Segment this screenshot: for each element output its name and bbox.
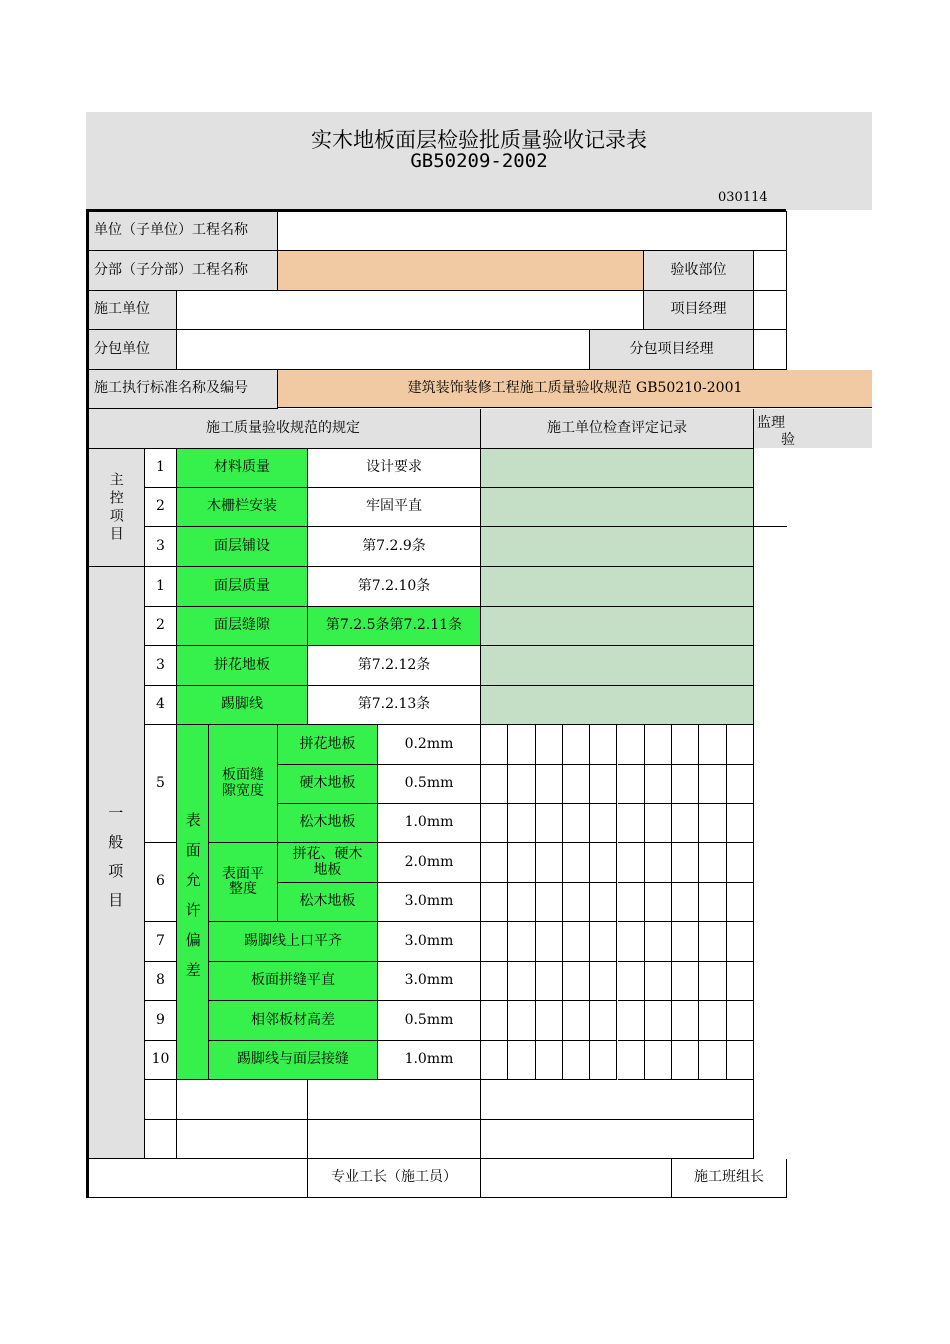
blank-cell[interactable]: [481, 1080, 754, 1120]
measurement-cell[interactable]: [508, 922, 535, 962]
measurement-cell[interactable]: [590, 1001, 617, 1041]
acceptance-part-label: 验收部位: [644, 251, 754, 291]
tolerance-row-name: 踢脚线与面层接缝: [209, 1041, 378, 1080]
subcontract-manager-input[interactable]: [754, 330, 787, 370]
measurement-cell[interactable]: [481, 765, 508, 804]
measurement-cell[interactable]: [563, 804, 590, 843]
measurement-cell[interactable]: [672, 922, 699, 962]
blank-cell[interactable]: [145, 1080, 177, 1120]
general-item-spec: 第7.2.5条第7.2.11条: [308, 607, 481, 646]
measurement-cell[interactable]: [536, 804, 563, 843]
measurement-cell[interactable]: [618, 843, 645, 883]
tolerance-row-value: 3.0mm: [378, 962, 481, 1001]
supervisor-column-header: [754, 409, 872, 448]
measurement-cell[interactable]: [563, 883, 590, 922]
acceptance-part-input[interactable]: [754, 251, 787, 291]
measurement-cell[interactable]: [727, 725, 754, 765]
check-column-header: 施工单位检查评定记录: [481, 409, 754, 449]
measurement-cell[interactable]: [536, 922, 563, 962]
measurement-cell[interactable]: [563, 922, 590, 962]
measurement-cell[interactable]: [672, 725, 699, 765]
general-item-check-record[interactable]: [481, 686, 754, 725]
general-item-no: 6: [145, 843, 177, 922]
measurement-cell[interactable]: [481, 1001, 508, 1041]
measurement-cell[interactable]: [618, 804, 645, 843]
measurement-cell[interactable]: [699, 962, 726, 1001]
measurement-cell[interactable]: [672, 765, 699, 804]
general-item-no: 2: [145, 607, 177, 646]
measurement-cell[interactable]: [508, 1041, 535, 1080]
measurement-cell[interactable]: [645, 922, 672, 962]
general-item-no: 1: [145, 567, 177, 607]
supervisor-header-line1: 监理: [757, 415, 785, 431]
measurement-cell[interactable]: [645, 1041, 672, 1080]
frame-top-border: [86, 209, 786, 212]
measurement-cell[interactable]: [727, 804, 754, 843]
blank-cell[interactable]: [177, 1080, 308, 1120]
main-item-no: 2: [145, 488, 177, 527]
tolerance-row-name: 板面拼缝平直: [209, 962, 378, 1001]
general-item-check-record[interactable]: [481, 567, 754, 607]
measurement-cell[interactable]: [508, 883, 535, 922]
measurement-cell[interactable]: [645, 804, 672, 843]
measurement-cell[interactable]: [590, 843, 617, 883]
main-item-spec: 设计要求: [308, 449, 481, 488]
exec-standard-label: 施工执行标准名称及编号: [86, 370, 278, 409]
foreman-label: 专业工长（施工员）: [308, 1159, 481, 1198]
measurement-cell[interactable]: [590, 765, 617, 804]
measurement-cell[interactable]: [699, 725, 726, 765]
tolerance-row-name: 硬木地板: [278, 765, 378, 804]
measurement-cell[interactable]: [645, 843, 672, 883]
measurement-cell[interactable]: [590, 962, 617, 1001]
measurement-cell[interactable]: [672, 883, 699, 922]
footer-blank: [86, 1159, 308, 1198]
tolerance-row-name: 拼花地板: [278, 725, 378, 765]
subcontract-unit-input[interactable]: [177, 330, 590, 370]
unit-project-name-input[interactable]: [278, 211, 787, 251]
measurement-cell[interactable]: [508, 725, 535, 765]
form-title: 实木地板面层检验批质量验收记录表: [311, 128, 647, 152]
general-item-no: 5: [145, 725, 177, 843]
blank-cell[interactable]: [145, 1120, 177, 1159]
tolerance-row-name: 松木地板: [278, 804, 378, 843]
measurement-cell[interactable]: [699, 804, 726, 843]
main-item-name: 材料质量: [177, 449, 308, 488]
subcontract-manager-label: 分包项目经理: [590, 330, 754, 370]
measurement-cell[interactable]: [508, 1001, 535, 1041]
measurement-cell[interactable]: [563, 765, 590, 804]
measurement-cell[interactable]: [672, 843, 699, 883]
measurement-cell[interactable]: [618, 1001, 645, 1041]
main-item-check-record[interactable]: [481, 527, 754, 567]
measurement-cell[interactable]: [536, 725, 563, 765]
tolerance-label: 表面允许偏差: [183, 812, 202, 992]
tolerance-row-value: 0.5mm: [378, 765, 481, 804]
general-item-no: 8: [145, 962, 177, 1001]
measurement-cell[interactable]: [563, 1001, 590, 1041]
measurement-cell[interactable]: [645, 883, 672, 922]
measurement-cell[interactable]: [699, 883, 726, 922]
tolerance-row-value: 0.2mm: [378, 725, 481, 765]
measurement-cell[interactable]: [727, 922, 754, 962]
measurement-cell[interactable]: [481, 962, 508, 1001]
tolerance-group-label: 表面平整度: [209, 843, 278, 922]
general-item-no: 4: [145, 686, 177, 725]
form-standard: GB50209-2002: [410, 150, 548, 172]
team-leader-label: 施工班组长: [672, 1159, 787, 1198]
measurement-cell[interactable]: [699, 1001, 726, 1041]
general-item-no: 3: [145, 646, 177, 686]
measurement-cell[interactable]: [536, 1041, 563, 1080]
tolerance-row-value: 3.0mm: [378, 922, 481, 962]
measurement-cell[interactable]: [536, 843, 563, 883]
measurement-cell[interactable]: [645, 1001, 672, 1041]
main-item-name: 木栅栏安装: [177, 488, 308, 527]
measurement-cell[interactable]: [618, 1041, 645, 1080]
general-item-name: 踢脚线: [177, 686, 308, 725]
measurement-cell[interactable]: [618, 962, 645, 1001]
measurement-cell[interactable]: [481, 843, 508, 883]
measurement-cell[interactable]: [536, 765, 563, 804]
subcontract-unit-label: 分包单位: [86, 330, 177, 370]
measurement-cell[interactable]: [590, 804, 617, 843]
measurement-cell[interactable]: [563, 843, 590, 883]
measurement-cell[interactable]: [727, 1041, 754, 1080]
measurement-cell[interactable]: [727, 765, 754, 804]
tolerance-row-value: 2.0mm: [378, 843, 481, 883]
main-item-spec: 第7.2.9条: [308, 527, 481, 567]
measurement-cell[interactable]: [699, 922, 726, 962]
exec-standard-value: 建筑装饰装修工程施工质量验收规范 GB50210-2001: [278, 370, 872, 408]
measurement-cell[interactable]: [618, 725, 645, 765]
measurement-cell[interactable]: [481, 804, 508, 843]
division-project-name-label: 分部（子分部）工程名称: [86, 251, 278, 291]
measurement-cell[interactable]: [727, 843, 754, 883]
general-item-no: 9: [145, 1001, 177, 1041]
measurement-cell[interactable]: [508, 962, 535, 1001]
general-item-check-record[interactable]: [481, 646, 754, 686]
supervisor-main-cell[interactable]: [754, 449, 787, 527]
project-manager-label: 项目经理: [644, 291, 754, 330]
measurement-cell[interactable]: [590, 883, 617, 922]
construction-unit-input[interactable]: [177, 291, 644, 330]
measurement-cell[interactable]: [563, 1041, 590, 1080]
measurement-cell[interactable]: [563, 725, 590, 765]
measurement-cell[interactable]: [645, 725, 672, 765]
foreman-input[interactable]: [481, 1159, 672, 1198]
measurement-cell[interactable]: [536, 883, 563, 922]
measurement-cell[interactable]: [645, 765, 672, 804]
unit-project-name-label: 单位（子单位）工程名称: [86, 211, 278, 251]
measurement-cell[interactable]: [590, 922, 617, 962]
measurement-cell[interactable]: [536, 1001, 563, 1041]
measurement-cell[interactable]: [563, 962, 590, 1001]
main-item-check-record[interactable]: [481, 449, 754, 488]
tolerance-row-value: 1.0mm: [378, 1041, 481, 1080]
measurement-cell[interactable]: [590, 1041, 617, 1080]
general-label: 一般项目: [106, 804, 125, 921]
measurement-cell[interactable]: [508, 765, 535, 804]
project-manager-input[interactable]: [754, 291, 787, 330]
measurement-cell[interactable]: [727, 1001, 754, 1041]
measurement-cell[interactable]: [672, 1001, 699, 1041]
measurement-cell[interactable]: [699, 843, 726, 883]
general-item-check-record[interactable]: [481, 607, 754, 646]
measurement-cell[interactable]: [590, 725, 617, 765]
form-code: 030114: [718, 190, 768, 205]
general-item-name: 拼花地板: [177, 646, 308, 686]
frame-left-border: [86, 209, 89, 1198]
main-item-no: 1: [145, 449, 177, 488]
tolerance-row-value: 0.5mm: [378, 1001, 481, 1041]
blank-cell[interactable]: [177, 1120, 308, 1159]
blank-cell[interactable]: [308, 1120, 481, 1159]
general-item-no: 10: [145, 1041, 177, 1080]
measurement-cell[interactable]: [481, 1041, 508, 1080]
measurement-cell[interactable]: [618, 922, 645, 962]
measurement-cell[interactable]: [481, 725, 508, 765]
measurement-cell[interactable]: [672, 1041, 699, 1080]
measurement-cell[interactable]: [672, 962, 699, 1001]
tolerance-row-name: 拼花、硬木地板: [278, 843, 378, 883]
main-item-name: 面层铺设: [177, 527, 308, 567]
general-item-spec: 第7.2.12条: [308, 646, 481, 686]
general-item-spec: 第7.2.10条: [308, 567, 481, 607]
general-item-name: 面层缝隙: [177, 607, 308, 646]
general-item-spec: 第7.2.13条: [308, 686, 481, 725]
general-item-name: 面层质量: [177, 567, 308, 607]
measurement-cell[interactable]: [618, 883, 645, 922]
measurement-cell[interactable]: [672, 804, 699, 843]
tolerance-row-name: 松木地板: [278, 883, 378, 922]
main-control-label: 主控项目: [86, 449, 145, 567]
blank-cell[interactable]: [481, 1120, 754, 1159]
tolerance-row-value: 3.0mm: [378, 883, 481, 922]
main-item-no: 3: [145, 527, 177, 567]
general-label-cell: [86, 567, 145, 1159]
measurement-cell[interactable]: [618, 765, 645, 804]
main-item-spec: 牢固平直: [308, 488, 481, 527]
tolerance-row-value: 1.0mm: [378, 804, 481, 843]
blank-cell[interactable]: [308, 1080, 481, 1120]
measurement-cell[interactable]: [508, 804, 535, 843]
measurement-cell[interactable]: [645, 962, 672, 1001]
general-item-no: 7: [145, 922, 177, 962]
division-project-name-input[interactable]: [278, 251, 644, 291]
spec-column-header: 施工质量验收规范的规定: [86, 409, 481, 449]
main-item-check-record[interactable]: [481, 488, 754, 527]
measurement-cell[interactable]: [699, 765, 726, 804]
measurement-cell[interactable]: [481, 883, 508, 922]
tolerance-group-label: 板面缝隙宽度: [209, 725, 278, 843]
measurement-cell[interactable]: [699, 1041, 726, 1080]
construction-unit-label: 施工单位: [86, 291, 177, 330]
measurement-cell[interactable]: [727, 883, 754, 922]
measurement-cell[interactable]: [727, 962, 754, 1001]
tolerance-row-name: 踢脚线上口平齐: [209, 922, 378, 962]
measurement-cell[interactable]: [508, 843, 535, 883]
tolerance-label-cell: [177, 725, 209, 1080]
measurement-cell[interactable]: [481, 922, 508, 962]
supervisor-header-line2: 验: [781, 432, 795, 448]
measurement-cell[interactable]: [536, 962, 563, 1001]
tolerance-row-name: 相邻板材高差: [209, 1001, 378, 1041]
